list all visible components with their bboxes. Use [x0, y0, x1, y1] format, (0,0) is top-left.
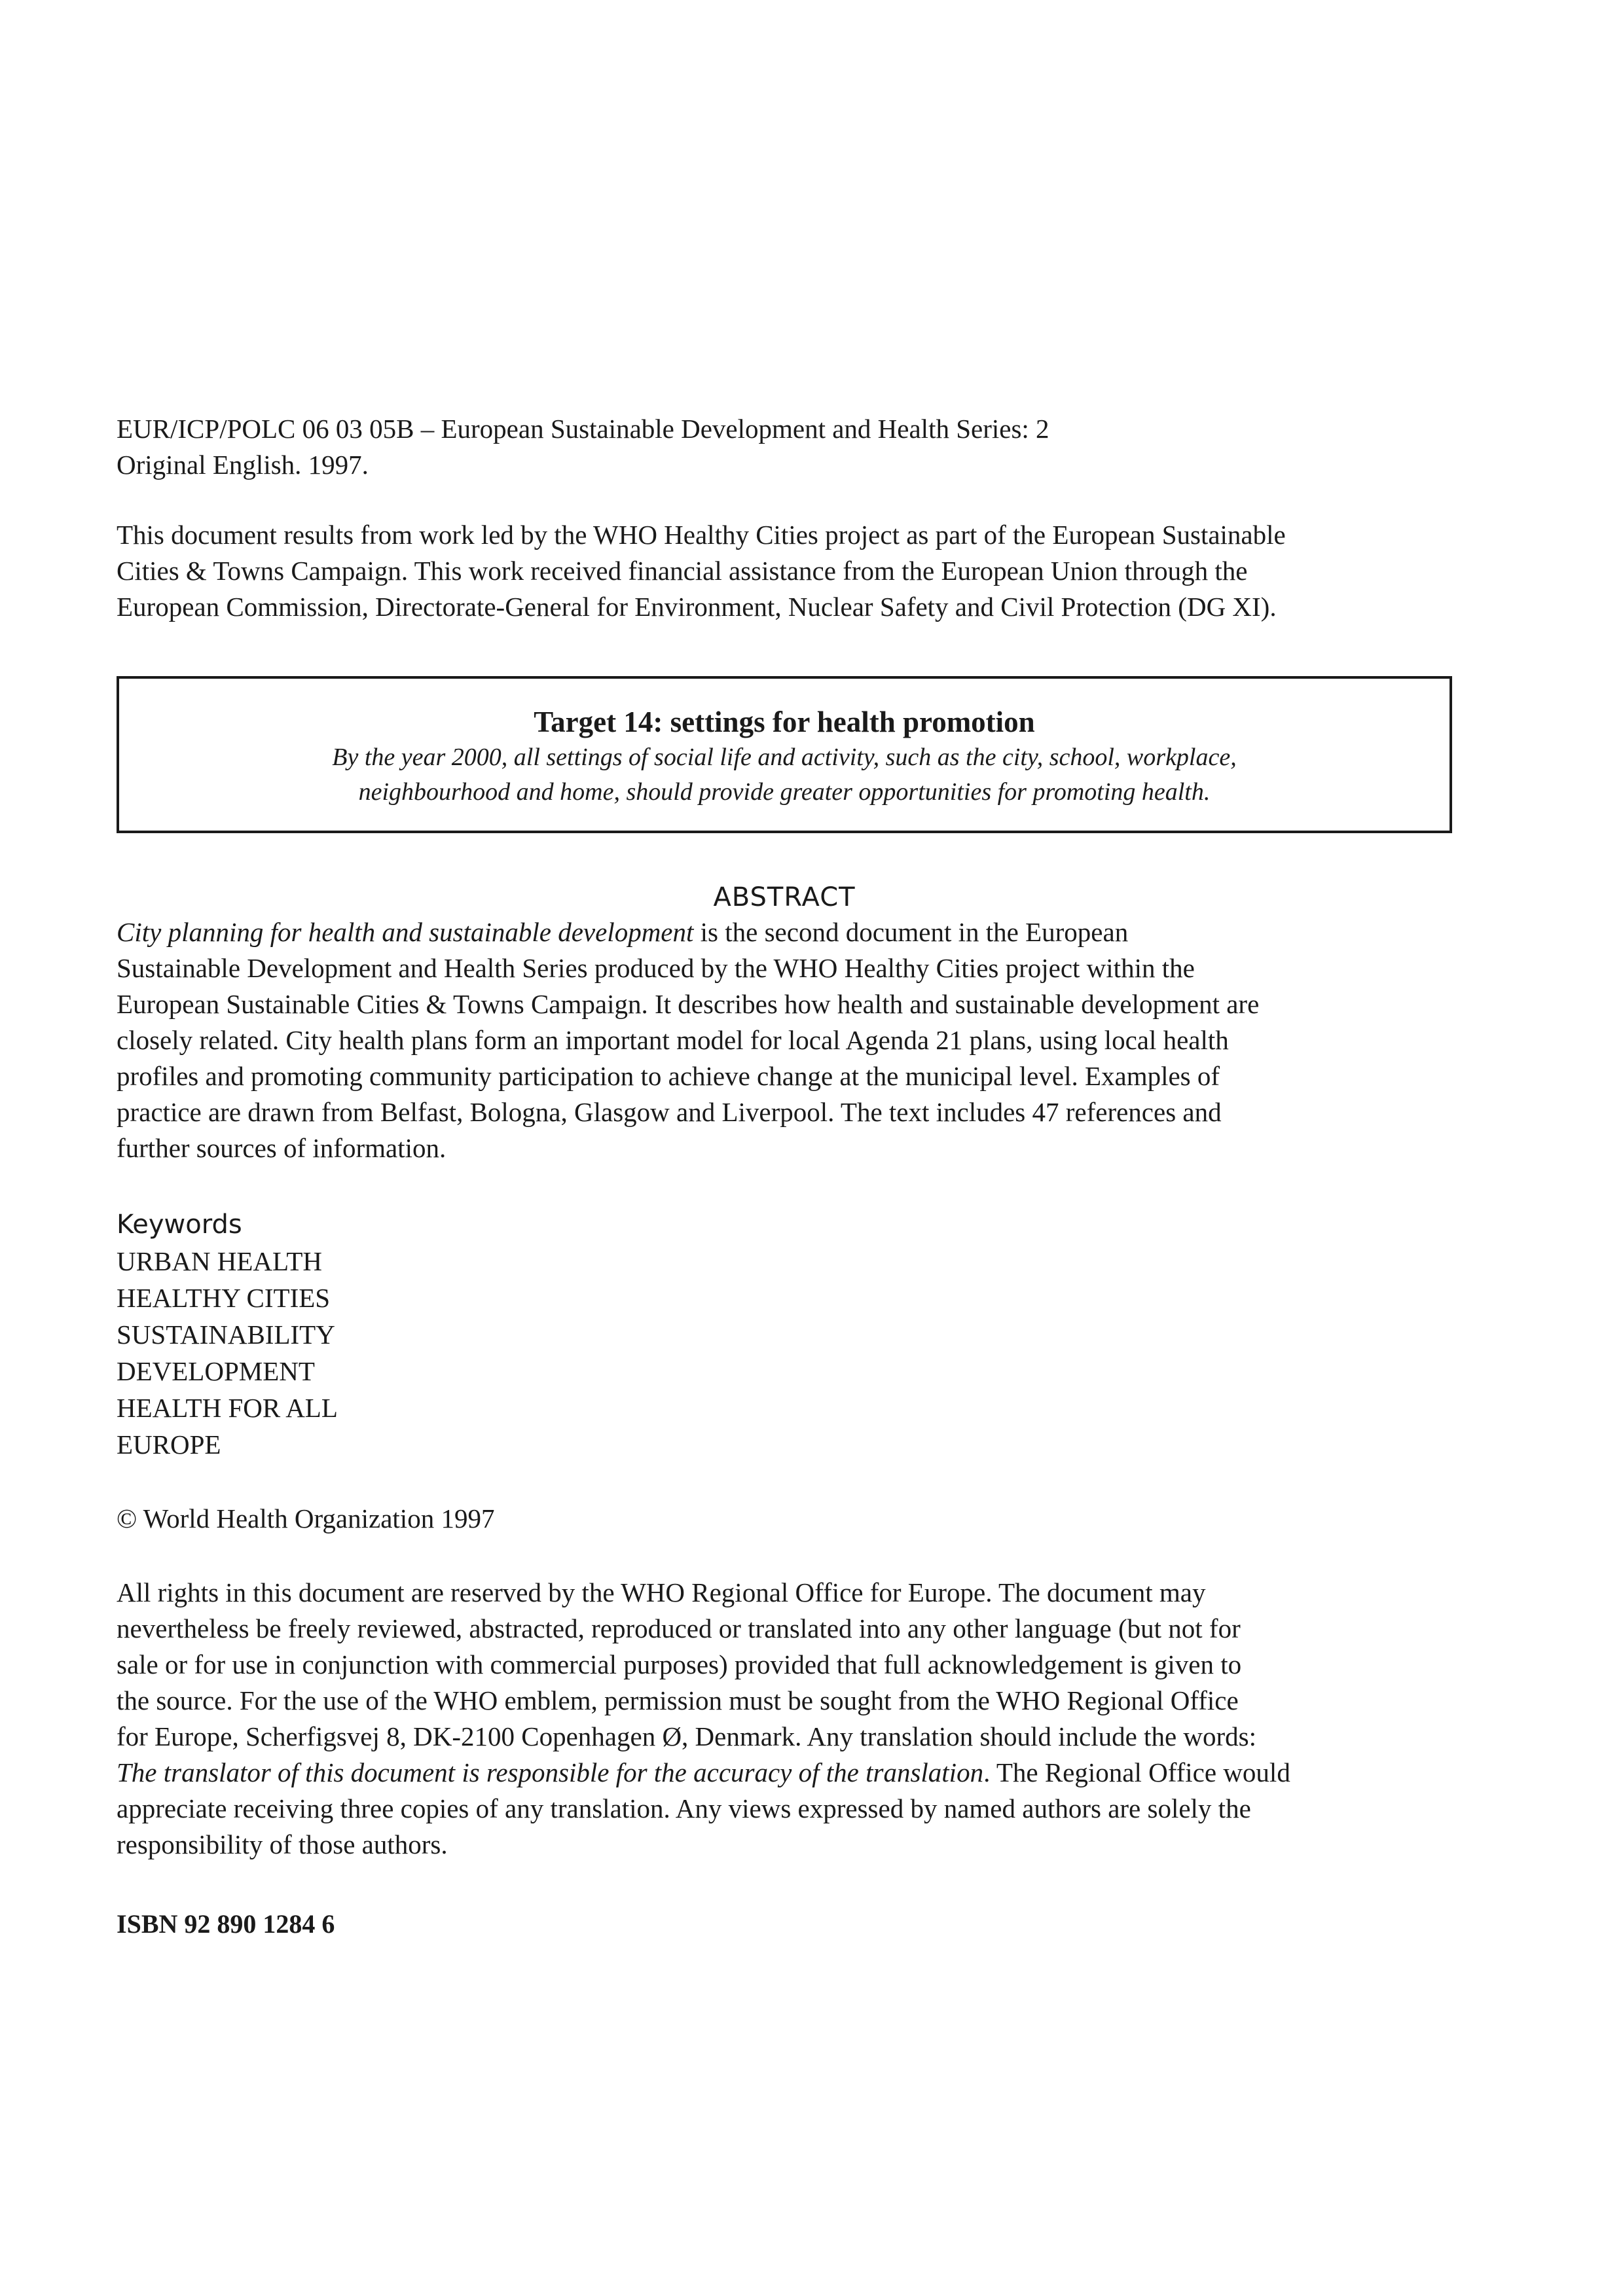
rights-line: nevertheless be freely reviewed, abstracted, reproduced or translated into any other language (but not for — [117, 1613, 1241, 1643]
funding-line: European Commission, Directorate-General for Environment, Nuclear Safety and Civil Protection (DG XI). — [117, 592, 1277, 622]
abstract-line: practice are drawn from Belfast, Bologna, Glasgow and Liverpool. The text includes 47 references and — [117, 1097, 1222, 1127]
target-title: Target 14: settings for health promotion — [534, 706, 1035, 738]
abstract-document-title: City planning for health and sustainable development — [117, 917, 694, 947]
document-header — [117, 411, 1460, 483]
keywords-list — [117, 1243, 338, 1463]
keyword-item: EUROPE — [117, 1429, 221, 1460]
rights-line: appreciate receiving three copies of any translation. Any views expressed by named authors are solely the — [117, 1793, 1251, 1823]
abstract-line: Sustainable Development and Health Series produced by the WHO Healthy Cities project within the — [117, 953, 1195, 983]
isbn: ISBN 92 890 1284 6 — [117, 1909, 335, 1939]
copyright-notice: © World Health Organization 1997 — [117, 1503, 495, 1534]
funding-line: Cities & Towns Campaign. This work received financial assistance from the European Union through the — [117, 556, 1248, 586]
keyword-item: DEVELOPMENT — [117, 1356, 315, 1386]
target-text-line: neighbourhood and home, should provide greater opportunities for promoting health. — [358, 778, 1211, 806]
abstract-body — [117, 914, 1460, 1166]
abstract-line: profiles and promoting community participation to achieve change at the municipal level. Examples of — [117, 1061, 1220, 1091]
abstract-line: European Sustainable Cities & Towns Campaign. It describes how health and sustainable development are — [117, 989, 1260, 1019]
abstract-line-rest: is the second document in the European — [693, 917, 1129, 947]
rights-statement — [117, 1575, 1460, 1863]
abstract-heading: ABSTRACT — [713, 882, 856, 912]
target-text-line: By the year 2000, all settings of social life and activity, such as the city, school, workplace, — [332, 744, 1237, 771]
keyword-item: SUSTAINABILITY — [117, 1319, 335, 1350]
abstract-line — [117, 914, 1460, 950]
funding-line: This document results from work led by the WHO Healthy Cities project as part of the European Sustainable — [117, 520, 1286, 550]
rights-line: responsibility of those authors. — [117, 1829, 448, 1859]
keyword-item: HEALTHY CITIES — [117, 1283, 331, 1313]
original-language-line: Original English. 1997. — [117, 450, 369, 480]
rights-line — [117, 1755, 1460, 1791]
keyword-item: HEALTH FOR ALL — [117, 1393, 338, 1423]
rights-line: for Europe, Scherfigsvej 8, DK-2100 Copenhagen Ø, Denmark. Any translation should include the words: — [117, 1721, 1256, 1751]
rights-line-rest: . The Regional Office would — [983, 1757, 1290, 1787]
rights-line: All rights in this document are reserved by the WHO Regional Office for Europe. The document may — [117, 1577, 1206, 1607]
rights-line: the source. For the use of the WHO emblem, permission must be sought from the WHO Regional Office — [117, 1685, 1239, 1715]
series-line: EUR/ICP/POLC 06 03 05B – European Sustainable Development and Health Series: 2 — [117, 414, 1049, 444]
keyword-item: URBAN HEALTH — [117, 1246, 322, 1276]
target-box — [117, 676, 1452, 833]
rights-line: sale or for use in conjunction with commercial purposes) provided that full acknowledgement is given to — [117, 1649, 1242, 1679]
translation-notice: The translator of this document is responsible for the accuracy of the translation — [117, 1757, 984, 1787]
abstract-line: closely related. City health plans form an important model for local Agenda 21 plans, using local health — [117, 1025, 1229, 1055]
keywords-heading: Keywords — [117, 1210, 242, 1240]
funding-statement — [117, 517, 1460, 625]
abstract-line: further sources of information. — [117, 1133, 447, 1163]
